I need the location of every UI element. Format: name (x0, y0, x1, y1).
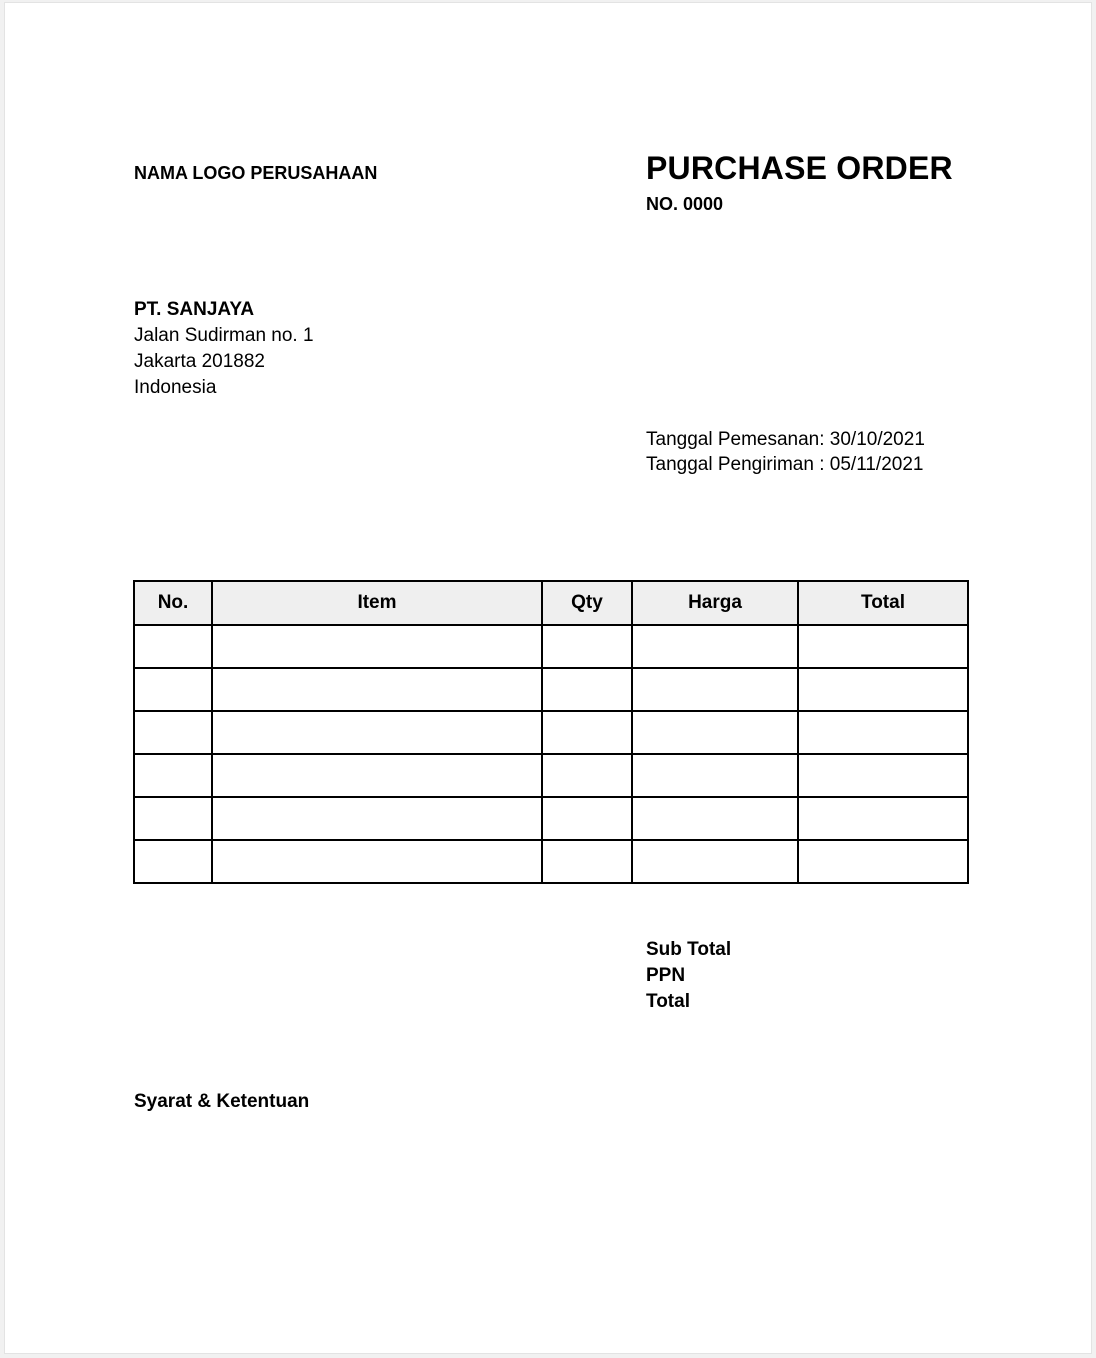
table-row (134, 668, 968, 711)
supplier-address-line2: Jakarta 201882 (134, 351, 265, 372)
dates-block (646, 427, 925, 477)
company-logo-placeholder: NAMA LOGO PERUSAHAAN (134, 163, 378, 183)
table-cell[interactable] (212, 668, 542, 711)
delivery-date: Tanggal Pengiriman : 05/11/2021 (646, 454, 924, 475)
table-cell[interactable] (632, 754, 798, 797)
table-cell[interactable] (134, 840, 212, 883)
table-cell[interactable] (632, 797, 798, 840)
table-header-row (134, 581, 968, 625)
supplier-address-line1: Jalan Sudirman no. 1 (134, 325, 314, 346)
supplier-country: Indonesia (134, 377, 217, 398)
supplier-address-block (134, 297, 314, 401)
table-cell[interactable] (798, 797, 968, 840)
subtotal-label: Sub Total (646, 939, 732, 960)
column-header-qty: Qty (542, 581, 632, 625)
table-cell[interactable] (134, 711, 212, 754)
total-label: Total (646, 991, 690, 1012)
tax-label: PPN (646, 965, 686, 986)
table-cell[interactable] (632, 668, 798, 711)
totals-block (646, 937, 731, 1015)
table-cell[interactable] (134, 625, 212, 668)
table-cell[interactable] (798, 754, 968, 797)
table-row (134, 840, 968, 883)
table-cell[interactable] (798, 711, 968, 754)
column-header-item: Item (212, 581, 542, 625)
table-cell[interactable] (212, 840, 542, 883)
table-cell[interactable] (632, 840, 798, 883)
column-header-harga: Harga (632, 581, 798, 625)
table-cell[interactable] (542, 840, 632, 883)
terms-heading: Syarat & Ketentuan (134, 1091, 310, 1112)
table-cell[interactable] (542, 711, 632, 754)
table-cell[interactable] (134, 754, 212, 797)
table-cell[interactable] (212, 797, 542, 840)
table-cell[interactable] (542, 797, 632, 840)
table-cell[interactable] (798, 840, 968, 883)
supplier-name: PT. SANJAYA (134, 299, 255, 320)
table-cell[interactable] (134, 797, 212, 840)
document-title: PURCHASE ORDER (646, 150, 953, 186)
order-date: Tanggal Pemesanan: 30/10/2021 (646, 429, 925, 450)
table-row (134, 711, 968, 754)
table-cell[interactable] (134, 668, 212, 711)
items-table (133, 580, 969, 884)
table-cell[interactable] (632, 711, 798, 754)
table-row (134, 797, 968, 840)
table-cell[interactable] (632, 625, 798, 668)
table-cell[interactable] (798, 625, 968, 668)
table-cell[interactable] (542, 625, 632, 668)
table-cell[interactable] (212, 754, 542, 797)
table-cell[interactable] (212, 625, 542, 668)
table-row (134, 625, 968, 668)
table-cell[interactable] (542, 668, 632, 711)
table-cell[interactable] (212, 711, 542, 754)
table-cell[interactable] (542, 754, 632, 797)
column-header-no: No. (134, 581, 212, 625)
document-page (4, 2, 1092, 1354)
table-row (134, 754, 968, 797)
table-cell[interactable] (798, 668, 968, 711)
document-number: NO. 0000 (646, 194, 724, 214)
column-header-total: Total (798, 581, 968, 625)
